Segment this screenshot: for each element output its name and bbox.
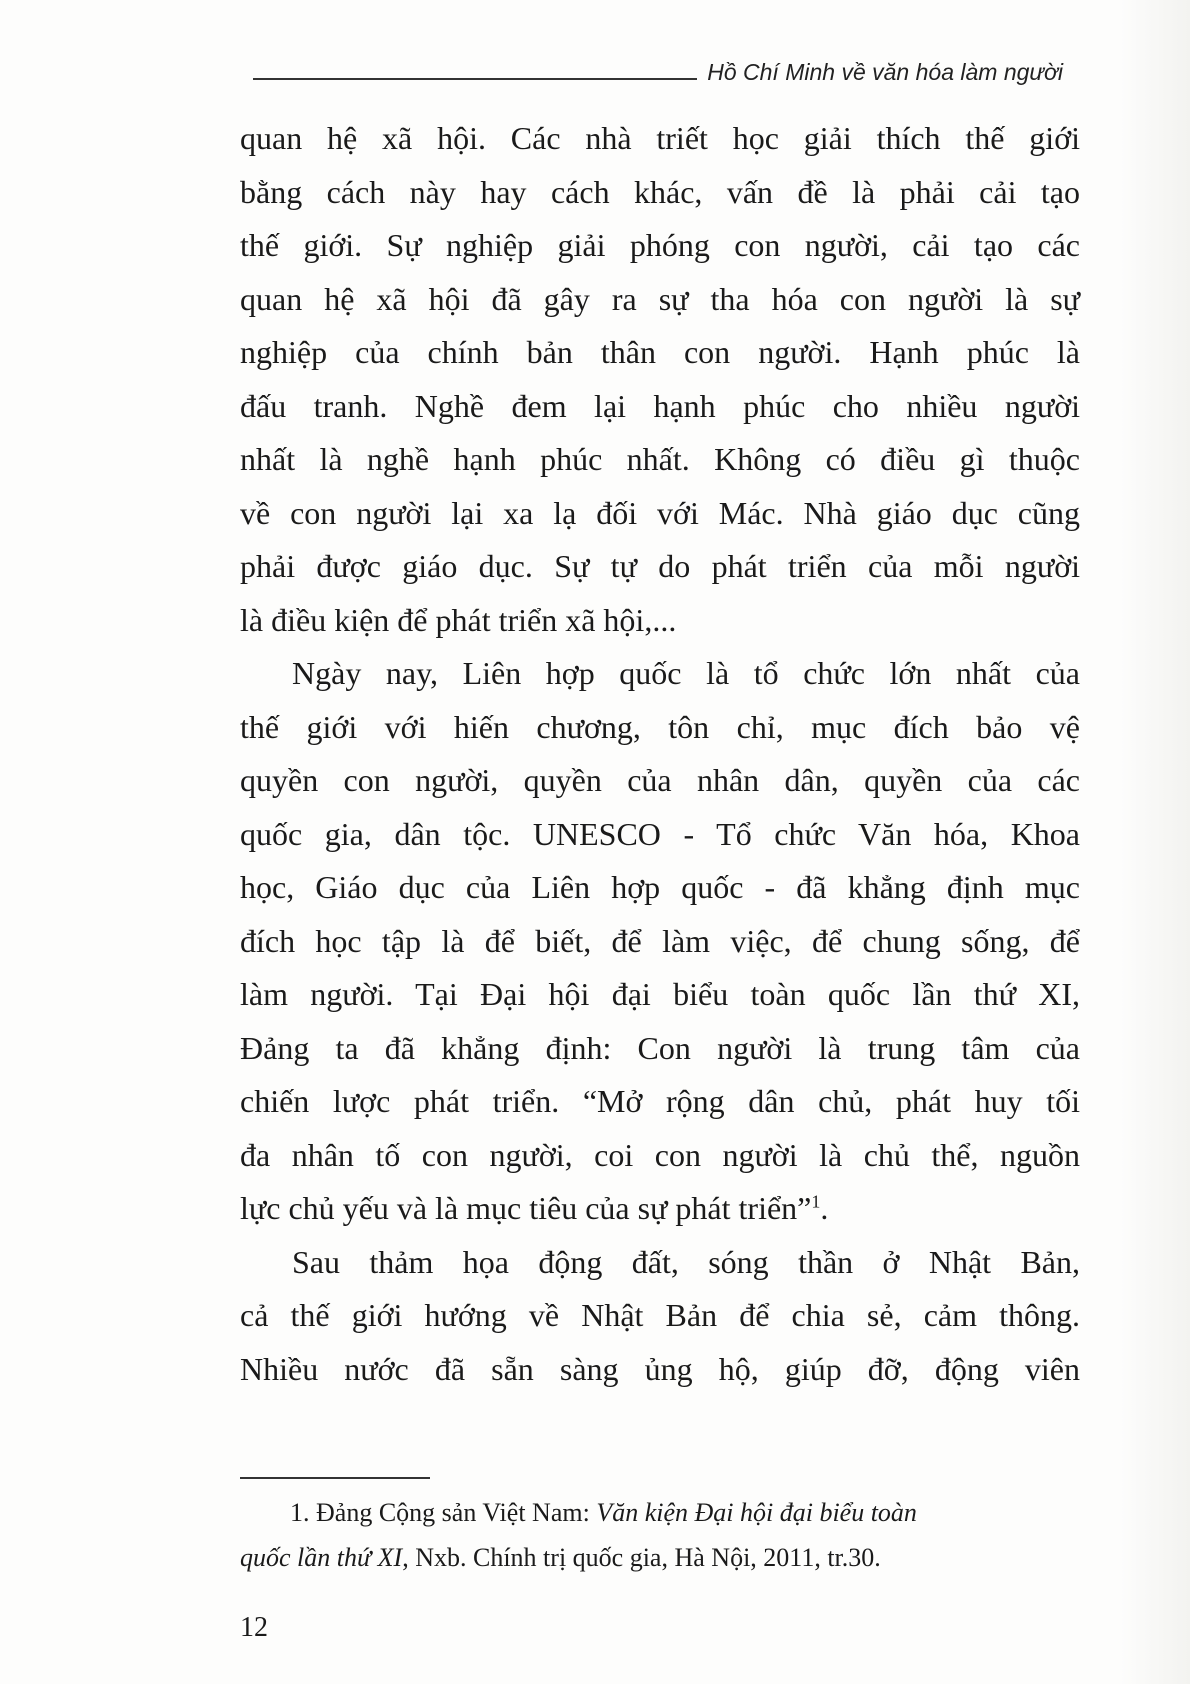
text-line: quan hệ xã hội. Các nhà triết học giải thích thế giới [240,120,1080,156]
page-number: 12 [240,1612,268,1643]
text-line: đa nhân tố con người, coi con người là chủ thể, nguồn [240,1136,1080,1173]
text-line: thế giới với hiến chương, tôn chỉ, mục đích bảo vệ [240,708,1080,745]
footnote-number: 1. [290,1498,310,1527]
text-line: về con người lại xa lạ đối với Mác. Nhà giáo dục cũng [240,494,1080,531]
footnote [240,1490,1080,1580]
footnote-title: Văn kiện Đại hội đại biểu toàn [596,1498,917,1527]
page-edge-shadow [1120,0,1190,1684]
text-line: bằng cách này hay cách khác, vấn đề là phải cải tạo [240,173,1080,210]
footnote-line [240,1535,1080,1580]
footnote-author: Đảng Cộng sản Việt Nam: [316,1498,597,1527]
text-line: nhất là nghề hạnh phúc nhất. Không có điều gì thuộc [240,441,1080,477]
text-line: đích học tập là để biết, để làm việc, để chung sống, để [240,922,1080,959]
footnote-ref[interactable]: 1 [811,1191,821,1212]
paragraph-3 [240,1236,1080,1397]
text-line: phải được giáo dục. Sự tự do phát triển của mỗi người [240,548,1080,584]
header-rule [253,78,697,80]
running-title: Hồ Chí Minh về văn hóa làm người [707,59,1063,85]
trailing-period: . [820,1190,829,1226]
body-text [240,112,1080,1396]
text-line: Ngày nay, Liên hợp quốc là tổ chức lớn nhất của [292,655,1080,691]
text-line: quan hệ xã hội đã gây ra sự tha hóa con người là sự [240,280,1080,317]
text-line: cả thế giới hướng về Nhật Bản để chia sẻ, cảm thông. [240,1297,1080,1333]
text-line: thế giới. Sự nghiệp giải phóng con người, cải tạo các [240,227,1080,263]
footnote-rule [240,1477,430,1479]
footnote-line [240,1490,1080,1535]
text-line: đấu tranh. Nghề đem lại hạnh phúc cho nhiều người [240,387,1080,424]
text-line: làm người. Tại Đại hội đại biểu toàn quốc lần thứ XI, [240,976,1080,1012]
text-line: nghiệp của chính bản thân con người. Hạnh phúc là [240,334,1080,370]
text-line: là điều kiện để phát triển xã hội,... [240,601,677,638]
text-line: Nhiều nước đã sẵn sàng ủng hộ, giúp đỡ, động viên [240,1350,1080,1387]
text-line-content: lực chủ yếu và là mục tiêu của sự phát triển” [240,1190,812,1226]
footnote-title-cont: quốc lần thứ XI [240,1543,403,1572]
footnote-publisher: , Nxb. Chính trị quốc gia, Hà Nội, 2011, tr.30. [402,1543,881,1572]
text-line: chiến lược phát triển. “Mở rộng dân chủ, phát huy tối [240,1083,1080,1119]
text-line: quyền con người, quyền của nhân dân, quyền của các [240,762,1080,798]
text-line: Đảng ta đã khẳng định: Con người là trung tâm của [240,1029,1080,1066]
running-header [253,56,1063,86]
text-line: học, Giáo dục của Liên hợp quốc - đã khẳng định mục [240,869,1080,905]
text-line [240,1182,1080,1236]
paragraph-1 [240,112,1080,647]
paragraph-2 [240,647,1080,1236]
text-line: quốc gia, dân tộc. UNESCO - Tổ chức Văn hóa, Khoa [240,815,1080,852]
text-line: Sau thảm họa động đất, sóng thần ở Nhật Bản, [292,1243,1080,1280]
